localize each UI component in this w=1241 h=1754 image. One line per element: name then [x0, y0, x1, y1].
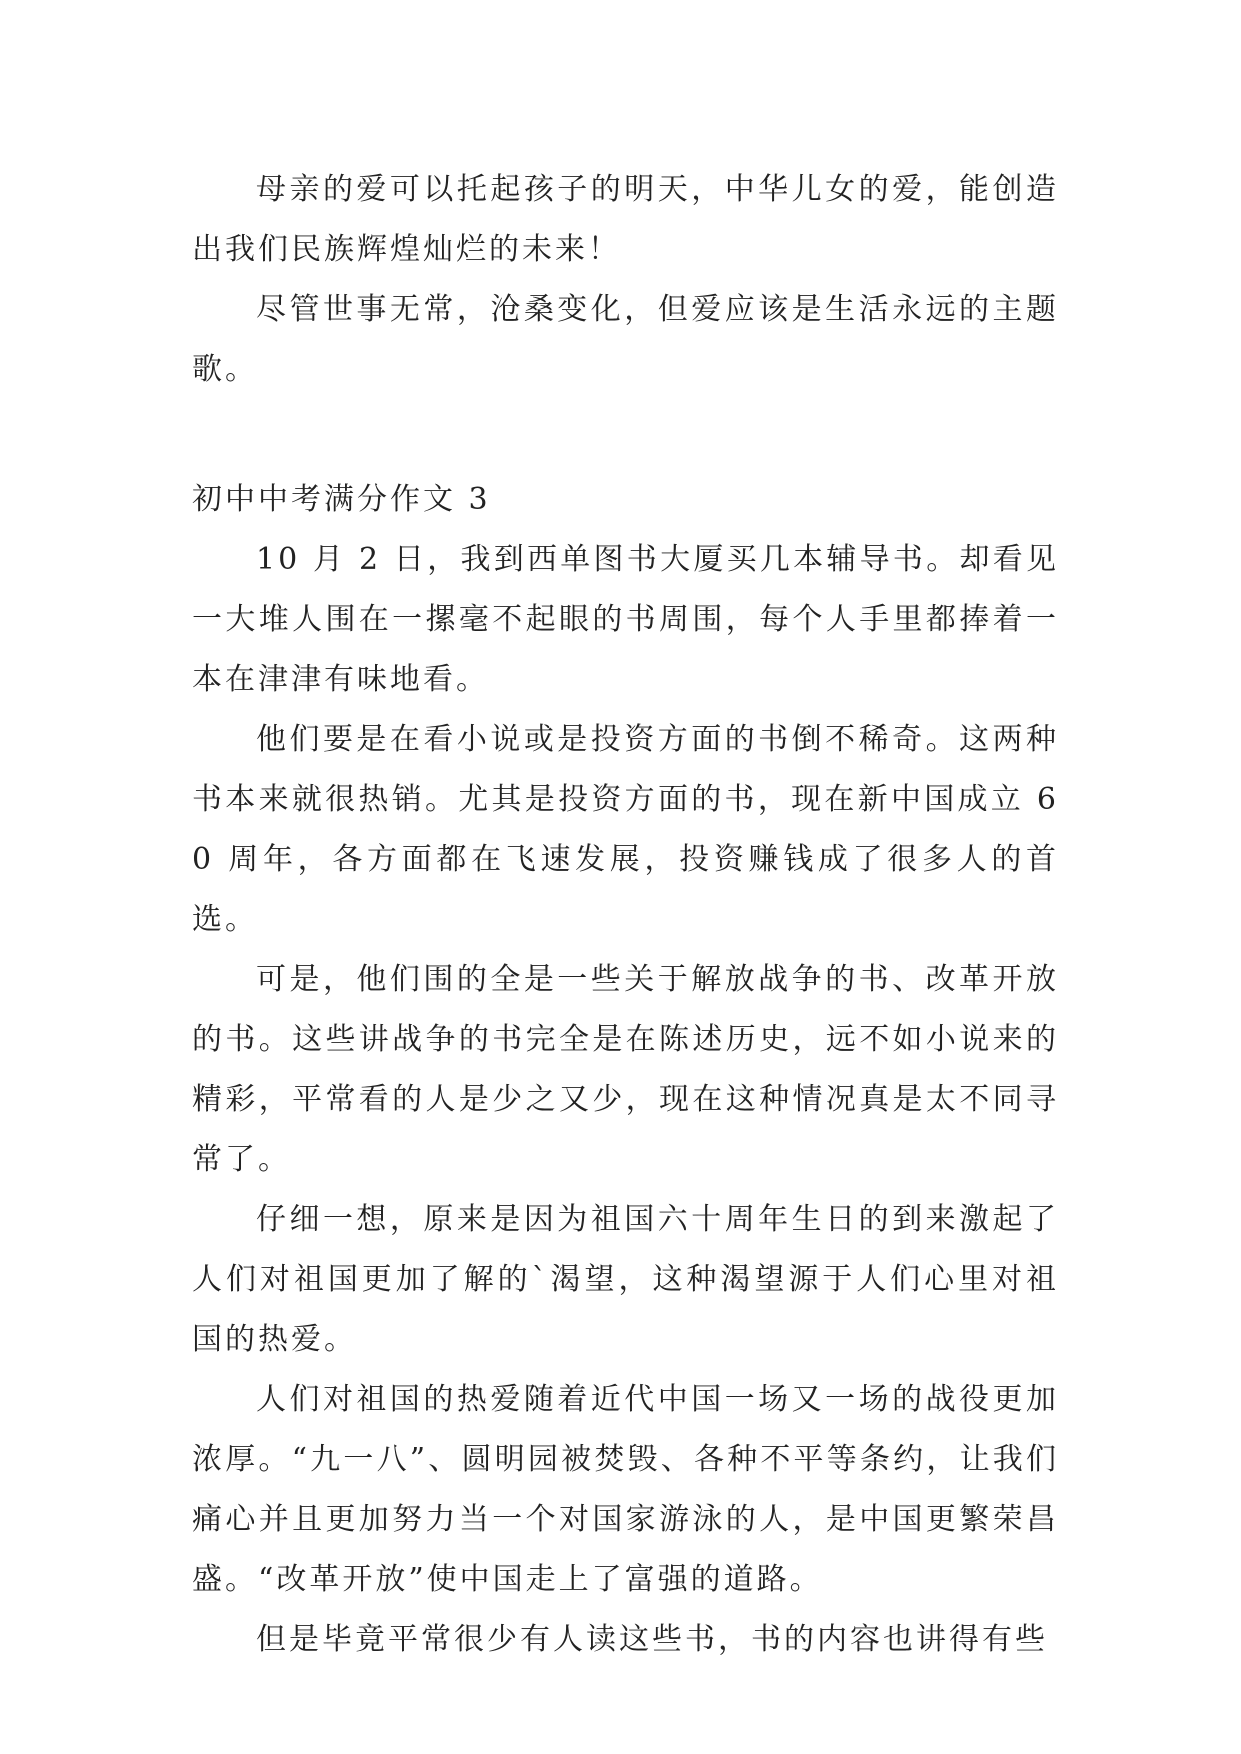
paragraph-1: 10 月 2 日，我到西单图书大厦买几本辅导书。却看见一大堆人围在一摞毫不起眼的书周围，每个人手里都捧着一本在津津有味地看。: [192, 542, 1059, 697]
document-body: [192, 160, 1059, 1670]
section-spacer: [192, 400, 1059, 470]
paragraph-6: 但是毕竟平常很少有人读这些书，书的内容也讲得有些: [256, 1622, 1048, 1657]
paragraph-4: 仔细一想，原来是因为祖国六十周年生日的到来激起了人们对祖国更加了解的`渴望，这种渴望源于人们心里对祖国的热爱。: [192, 1202, 1059, 1357]
paragraph-intro-2: 尽管世事无常，沧桑变化，但爱应该是生活永远的主题歌。: [192, 292, 1059, 387]
paragraph-3: 可是，他们围的全是一些关于解放战争的书、改革开放的书。这些讲战争的书完全是在陈述历史，远不如小说来的精彩，平常看的人是少之又少，现在这种情况真是太不同寻常了。: [192, 962, 1059, 1177]
paragraph-2: 他们要是在看小说或是投资方面的书倒不稀奇。这两种书本来就很热销。尤其是投资方面的书，现在新中国成立 60 周年，各方面都在飞速发展，投资赚钱成了很多人的首选。: [192, 722, 1059, 937]
paragraph-5: 人们对祖国的热爱随着近代中国一场又一场的战役更加浓厚。“九一八”、圆明园被焚毁、各种不平等条约，让我们痛心并且更加努力当一个对国家游泳的人，是中国更繁荣昌盛。“改革开放”使中国走上了富强的道路。: [192, 1382, 1059, 1597]
section-title: 初中中考满分作文 3: [192, 482, 491, 517]
paragraph-intro-1: 母亲的爱可以托起孩子的明天，中华儿女的爱，能创造出我们民族辉煌灿烂的未来！: [192, 172, 1059, 267]
